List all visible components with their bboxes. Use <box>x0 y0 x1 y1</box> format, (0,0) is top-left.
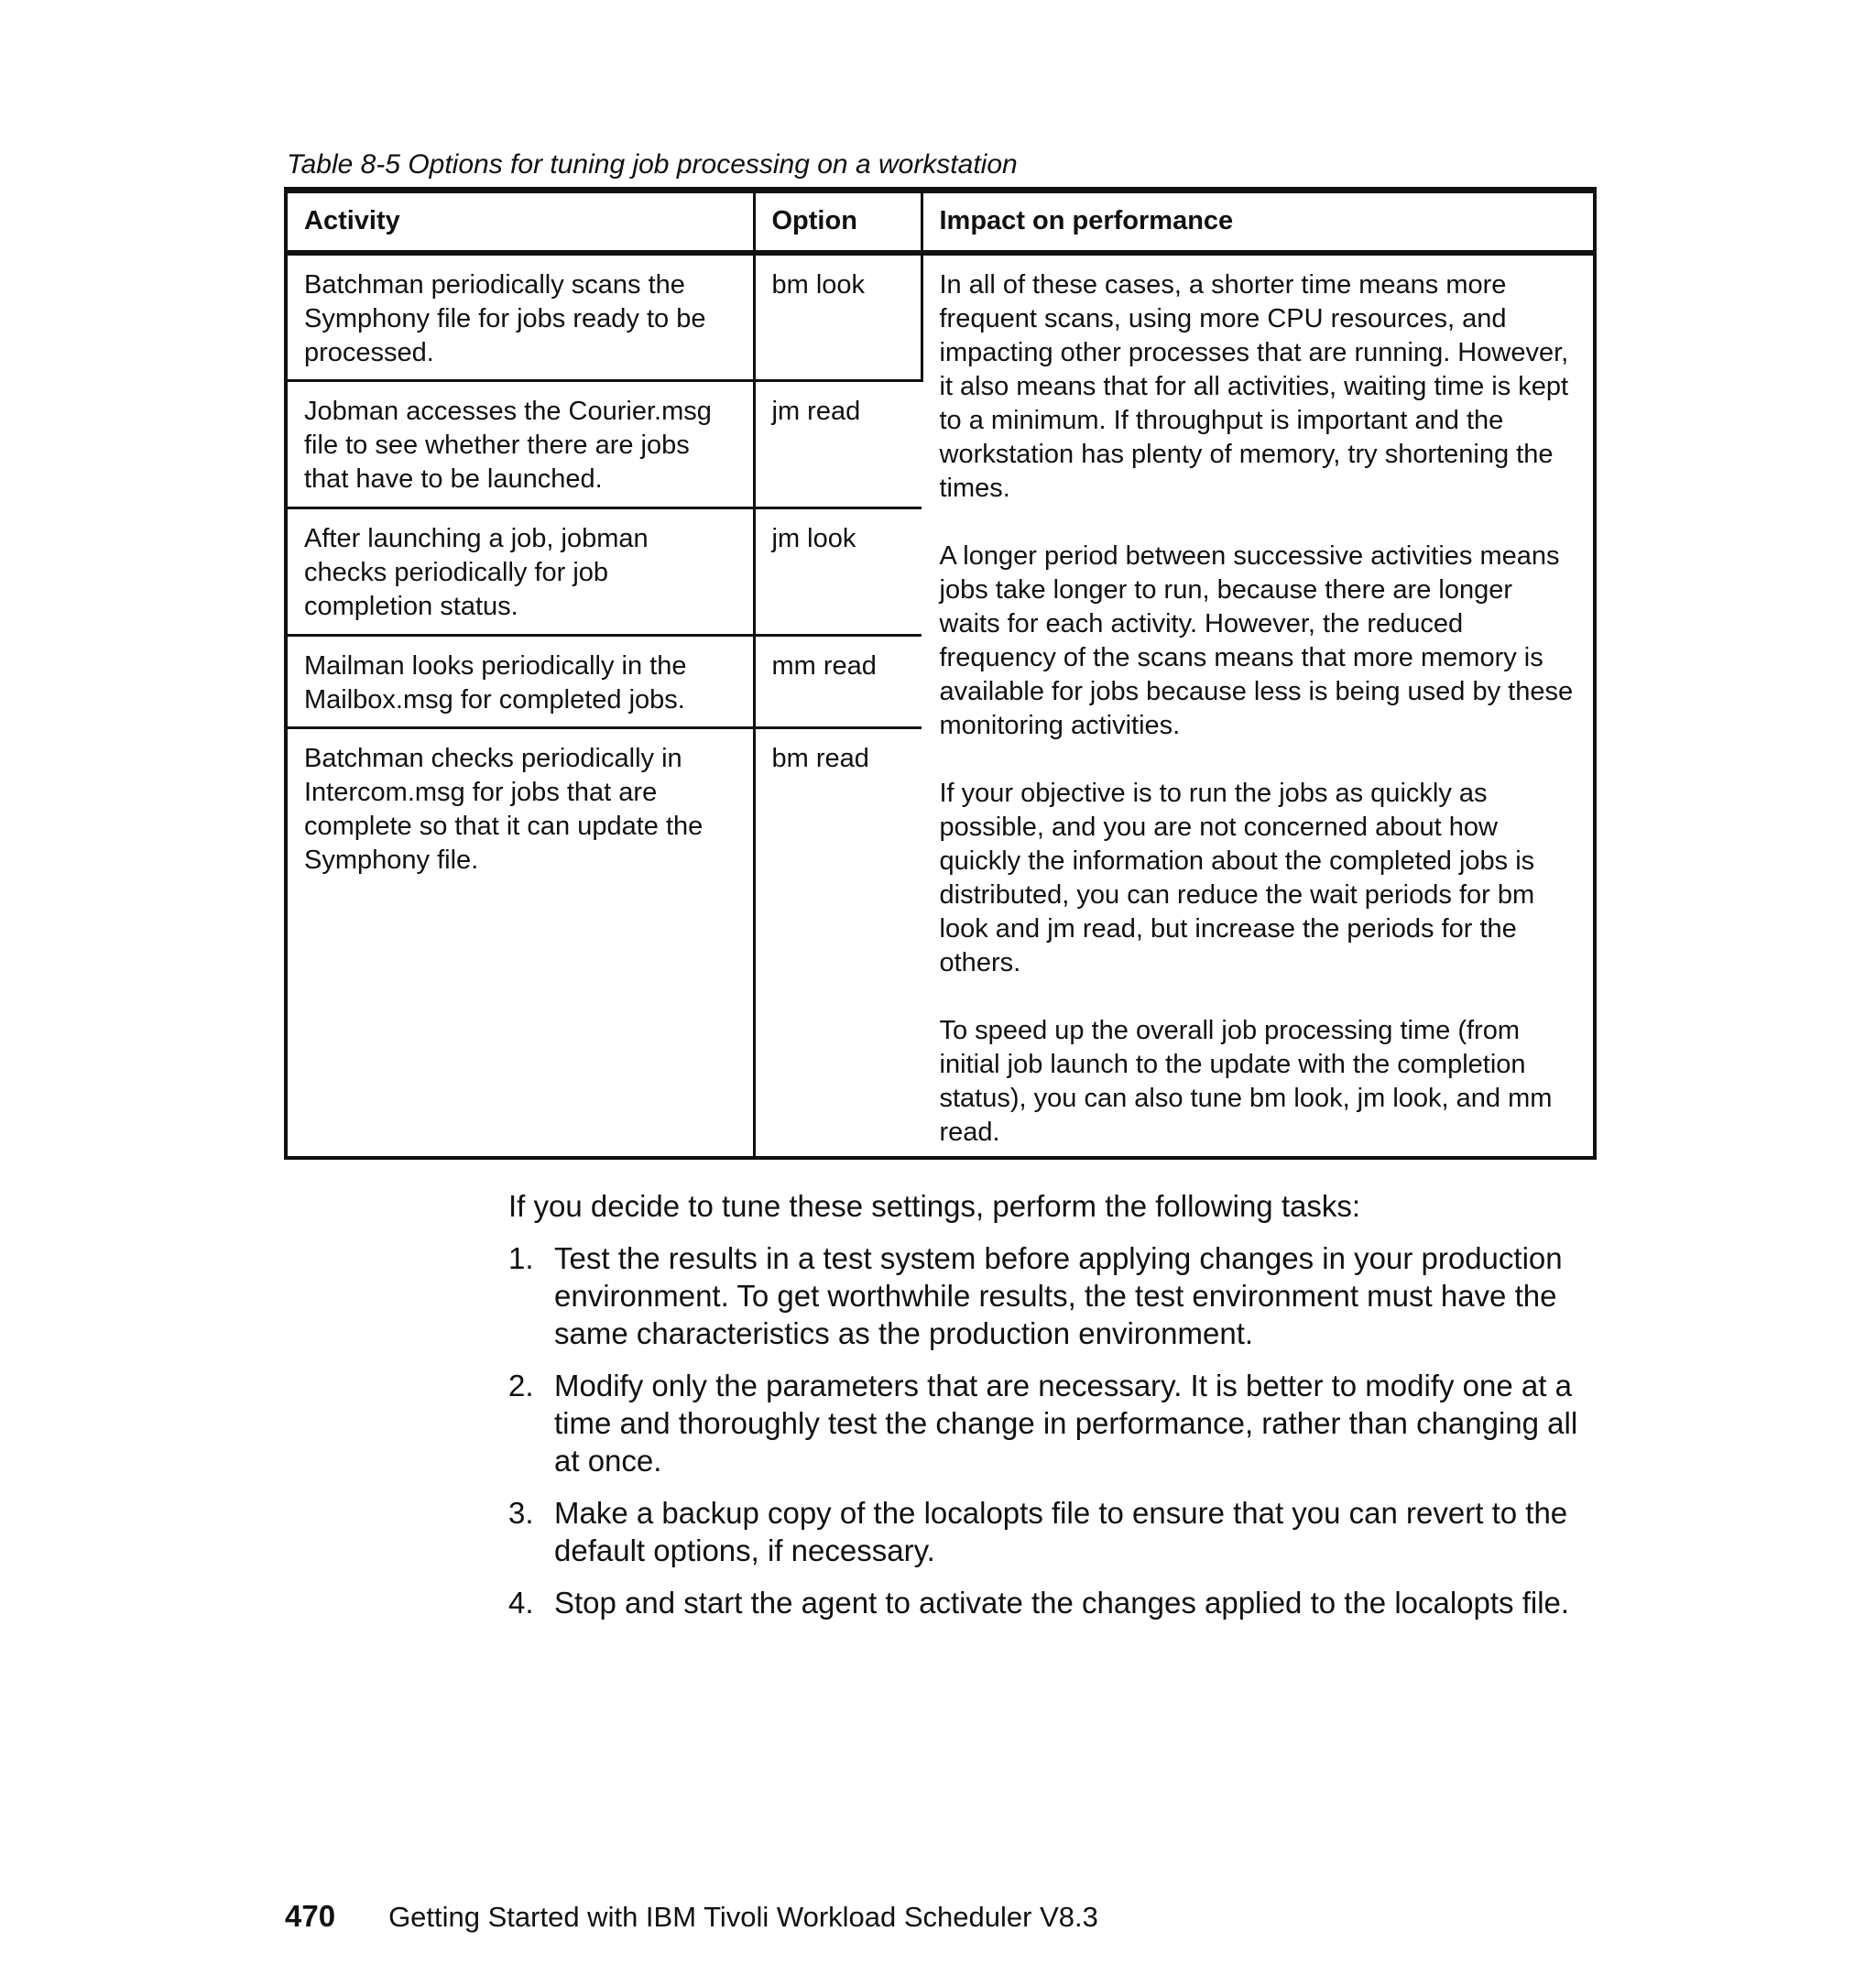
list-item-text: Stop and start the agent to activate the changes applied to the localopts file. <box>554 1586 1570 1620</box>
table-header-row <box>288 193 1593 253</box>
list-item-text: Make a backup copy of the localopts file to ensure that you can revert to the default options, if necessary. <box>554 1496 1568 1567</box>
options-table <box>288 193 1593 1159</box>
list-item <box>508 1584 1608 1621</box>
list-number: 3. <box>508 1496 534 1530</box>
intro-paragraph: If you decide to tune these settings, perform the following tasks: <box>508 1189 1361 1223</box>
option-cell: mm read <box>754 636 922 728</box>
header-impact: Impact on performance <box>922 193 1593 253</box>
impact-paragraph: In all of these cases, a shorter time means more frequent scans, using more CPU resources, and impacting other processes that are running. However, it also means that for all activities, waiting time is kept to a minimum. If throughput is important and the workstation has plenty of memory, try shortening the times. <box>939 270 1569 503</box>
list-number: 4. <box>508 1586 534 1620</box>
option-cell: jm read <box>754 381 922 508</box>
header-activity: Activity <box>288 193 754 253</box>
activity-cell: Batchman periodically scans the Symphony file for jobs ready to be processed. <box>288 253 754 381</box>
page-footer <box>285 1898 1098 1936</box>
activity-cell: Mailman looks periodically in the Mailbox.msg for completed jobs. <box>288 636 754 728</box>
activity-cell: After launching a job, jobman checks periodically for job completion status. <box>288 508 754 636</box>
list-item <box>508 1367 1608 1479</box>
body-text <box>508 1187 1608 1636</box>
options-table-frame <box>284 187 1597 1160</box>
option-cell: bm read <box>771 744 869 773</box>
option-cell: jm look <box>754 508 922 636</box>
table-row <box>288 253 1593 381</box>
list-number: 2. <box>508 1369 534 1402</box>
activity-cell: Jobman accesses the Courier.msg file to see whether there are jobs that have to be launched. <box>288 381 754 508</box>
header-option: Option <box>754 193 922 253</box>
list-item-text: Test the results in a test system before applying changes in your production environment. To get worthwhile results, the test environment must have the same characteristics as the production environment. <box>554 1241 1563 1350</box>
option-cell: bm look <box>754 253 922 381</box>
list-item <box>508 1494 1608 1569</box>
table-caption: Table 8-5 Options for tuning job processing on a workstation <box>287 149 1018 180</box>
list-item <box>508 1239 1608 1352</box>
list-item-text: Modify only the parameters that are necessary. It is better to modify one at a time and thoroughly test the change in performance, rather than changing all at once. <box>554 1369 1578 1478</box>
impact-paragraph: To speed up the overall job processing time (from initial job launch to the update with the completion status), you can also tune bm look, jm look, and mm read. <box>939 1016 1553 1147</box>
impact-paragraph: A longer period between successive activities means jobs take longer to run, because there are longer waits for each activity. However, the reduced frequency of the scans means that more memory is available for jobs because less is being used by these monitoring activities. <box>939 541 1574 740</box>
task-list <box>508 1239 1608 1621</box>
activity-cell: Batchman checks periodically in Intercom.msg for jobs that are complete so that it can update the Symphony file. <box>288 728 754 1160</box>
page-number: 470 <box>285 1899 336 1933</box>
book-title: Getting Started with IBM Tivoli Workload Scheduler V8.3 <box>388 1901 1098 1933</box>
impact-paragraph: If your objective is to run the jobs as quickly as possible, and you are not concerned about how quickly the information about the completed jobs is distributed, you can reduce the wait periods for bm look and jm read, but increase the periods for the others. <box>939 779 1535 977</box>
impact-cell <box>922 253 1593 1159</box>
list-number: 1. <box>508 1241 534 1275</box>
